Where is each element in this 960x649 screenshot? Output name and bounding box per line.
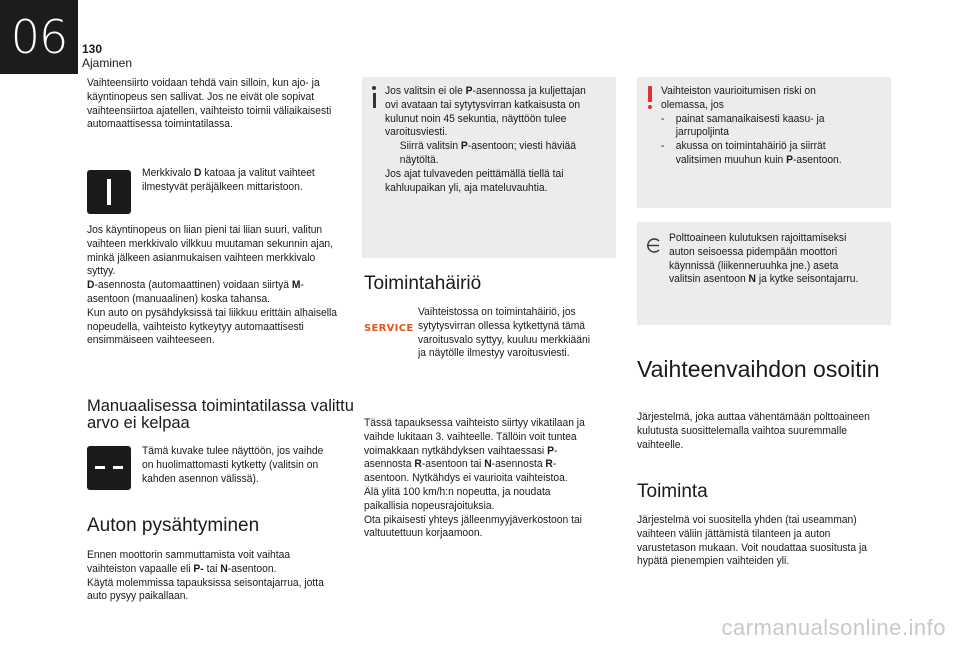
warning-box <box>637 77 891 208</box>
info-flood-text: Jos ajat tulvaveden peittämällä tiellä tai kahluupaikan yli, aja mateluvauhtia. <box>385 167 564 194</box>
service-warning-icon: SERVICE <box>364 323 414 334</box>
warning-bullet-2: - akussa on toimintahäiriö ja siirrät valitsimen muuhun kuin P-asentoon. <box>661 140 842 166</box>
warning-title: Vaihteiston vaurioitumisen riski on olemassa, jos <box>661 85 816 111</box>
info-box <box>362 77 616 258</box>
page-number: 130 <box>82 42 103 56</box>
watermark: carmanualsonline.info <box>721 615 946 640</box>
warning-icon <box>646 86 654 110</box>
chapter-tab: 06 <box>0 0 78 74</box>
invalid-gear-icon <box>87 446 131 490</box>
eco-icon <box>645 236 661 254</box>
info-bullet: Siirrä valitsin P-asentoon; viesti häviää näytöltä. <box>399 140 576 166</box>
d-gear-icon <box>87 170 131 214</box>
d-indicator-text: Merkkivalo D katoaa ja valitut vaihteet ilmestyvät peräjälkeen mittaristoon. <box>142 167 315 193</box>
intro-paragraph: Vaihteensiirto voidaan tehdä vain silloin, kun ajo- ja käyntinopeus sen sallivat. Jos ne eivät ole sopivat vaihteensiirtoa ajatellen, vaihteisto toimii väliaikaisesti automaattisessa toimintatilassa. <box>87 77 332 131</box>
info-text: Jos valitsin ei ole P-asennossa ja kuljettajan ovi avataan tai sytytysvirran katkaisusta on kulunut noin 45 sekuntia, näyttöön tulee varoitusviesti. <box>385 85 586 139</box>
stop-paragraph: Ennen moottorin sammuttamista voit vaihtaa vaihteiston vapaalle eli P- tai N-asentoon. Käytä molemmissa tapauksissa seisontajarrua, jotta auto pysyy paikallaan. <box>87 549 324 603</box>
operation-text: Järjestelmä voi suositella yhden (tai useamman) vaihteen väliin jättämistä tilanteen ja auton varustetason mukaan. Voit noudattaa suositusta ja hypätä pienempien vaihteiden yli. <box>637 514 868 568</box>
manual-mode-text: Tämä kuvake tulee näyttöön, jos vaihde on huolimattomasti kytketty (valitsin on kahden asennon välissä). <box>142 445 324 485</box>
warning-bullet-1: - painat samanaikaisesti kaasu- ja jarrupoljinta <box>661 112 825 139</box>
info-icon <box>369 86 379 108</box>
fault-text: Vaihteistossa on toimintahäiriö, jos sytytysvirran ollessa kytkettynä tämä varoitusvalo syttyy, kuuluu merkkiääni ja näytölle ilmestyy varoitusviesti. <box>418 306 590 360</box>
eco-box <box>637 222 891 325</box>
fault-paragraph: Tässä tapauksessa vaihteisto siirtyy vikatilaan ja vaihde lukitaan 3. vaihteelle. Tällöin voit tuntea voimakkaan nytkähdyksen vaihtaessasi P-asennosta R-asentoon tai N-asennosta R-asentoon. Nytkähdys ei vaurioita vaihteistoa. Älä ylitä 100 km/h:n nopeutta, ja noudata paikallisia nopeusrajoituksia. Ota pikaisesti yhteys jälleenmyyjäverkostoon tai valtuutettuun korjaamoon. <box>364 417 585 540</box>
stop-heading: Auton pysähtyminen <box>87 515 260 536</box>
shift-indicator-heading: Vaihteenvaihdon osoitin <box>637 356 880 382</box>
operation-heading: Toiminta <box>637 481 708 502</box>
eco-text: Polttoaineen kulutuksen rajoittamiseksi auton seisoessa pidempään moottori käynnissä (liikenneruuhka jne.) aseta valitsin asentoon N ja kytke seisontajarru. <box>669 232 859 286</box>
fault-heading: Toimintahäiriö <box>364 273 482 294</box>
manual-mode-heading: Manuaalisessa toimintatilassa valittu arvo ei kelpaa <box>87 397 354 432</box>
section-title: Ajaminen <box>82 56 133 70</box>
speed-paragraph: Jos käyntinopeus on liian pieni tai liian suuri, valitun vaihteen merkkivalo vilkkuu muutaman sekunnin ajan, minkä jälkeen asianmukaisen vaihteen merkkivalo syttyy. D-asennosta (automaattinen) voidaan siirtyä M-asentoon (manuaalinen) koska tahansa. Kun auto on pysähdyksissä tai liikkuu erittäin alhaisella nopeudella, vaihteisto kytkeytyy automaattisesti ensimmäiseen vaihteeseen. <box>87 224 338 347</box>
shift-indicator-text: Järjestelmä, joka auttaa vähentämään polttoaineen kulutusta suosittelemalla vaihtoa suuremmalle vaihteelle. <box>637 411 870 451</box>
